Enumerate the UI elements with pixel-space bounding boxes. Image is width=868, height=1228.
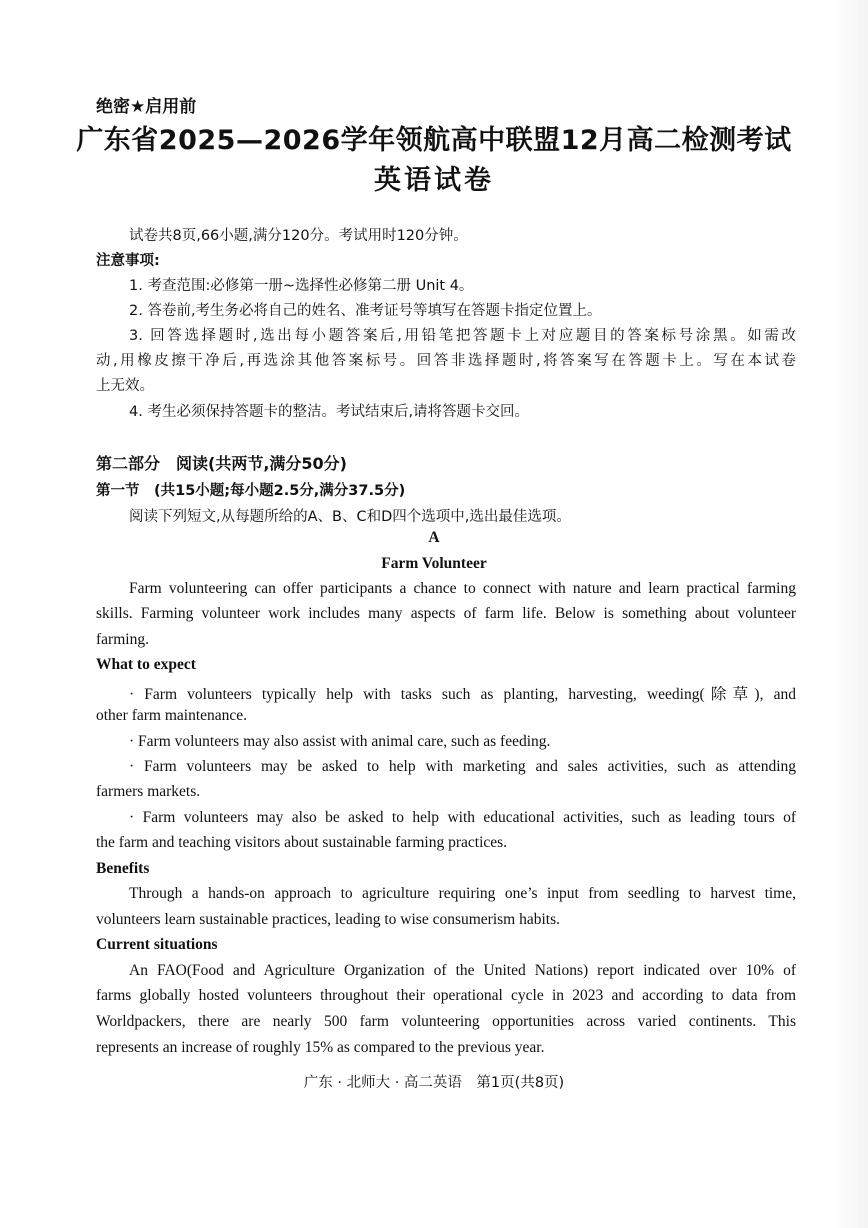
notice-heading: 注意事项: [96,253,160,269]
passage-line: volunteers learn sustainable practices, leading to wise consumerism habits. [96,911,561,928]
passage-line: Worldpackers, there are nearly 500 farm volunteering opportunities across varied continents. This [96,1013,796,1030]
current-heading: Current situations [96,936,218,953]
passage-line: other farm maintenance. [96,707,248,724]
notice-item: 3. 回答选择题时,选出每小题答案后,用铅笔把答题卡上对应题目的答案标号涂黑。如需改 [129,328,796,344]
expect-heading: What to expect [96,656,196,673]
exam-info: 试卷共8页,66小题,满分120分。考试用时120分钟。 [129,228,468,244]
passage-line: · Farm volunteers may also assist with animal care, such as feeding. [129,733,551,750]
confidential-mark: 绝密★启用前 [96,97,197,117]
notice-item: 1. 考查范围:必修第一册~选择性必修第二册 Unit 4。 [129,278,474,294]
passage-line: farmers markets. [96,783,201,800]
passage-line: An FAO(Food and Agriculture Organization of the United Nations) report indicated over 10% of [129,962,796,979]
notice-item: 上无效。 [96,378,154,394]
part-heading: 第二部分 阅读(共两节,满分50分) [96,454,347,473]
passage-letter: A [428,529,440,546]
passage-line: · Farm volunteers may be asked to help with marketing and sales activities, such as attending [129,758,796,775]
passage-line: · Farm volunteers may also be asked to help with educational activities, such as leading tours of [129,809,796,826]
passage-line: · Farm volunteers typically help with tasks such as planting, harvesting, weeding(除草), and [129,686,796,703]
passage-line: farming. [96,631,149,648]
passage-line: Farm volunteering can offer participants a chance to connect with nature and learn practical farming [129,580,796,597]
benefits-heading: Benefits [96,860,150,877]
passage-line: skills. Farming volunteer work includes many aspects of farm life. Below is something about volunteer [96,605,796,622]
page-footer: 广东 · 北师大 · 高二英语 第1页(共8页) [303,1075,565,1091]
passage-line: Through a hands-on approach to agriculture requiring one’s input from seedling to harvest time, [129,885,796,902]
passage-line: represents an increase of roughly 15% as compared to the previous year. [96,1039,545,1056]
reading-instruction: 阅读下列短文,从每题所给的A、B、C和D四个选项中,选出最佳选项。 [129,509,571,525]
passage-line: the farm and teaching visitors about sustainable farming practices. [96,834,508,851]
section-heading: 第一节 (共15小题;每小题2.5分,满分37.5分) [96,483,406,499]
passage-title: Farm Volunteer [381,555,487,572]
exam-title: 广东省2025—2026学年领航高中联盟12月高二检测考试 [76,125,792,156]
passage-line: farms globally hosted volunteers throughout their operational cycle in 2023 and according to data from [96,987,796,1004]
notice-item: 4. 考生必须保持答题卡的整洁。考试结束后,请将答题卡交回。 [129,404,530,420]
notice-item: 2. 答卷前,考生务必将自己的姓名、准考证号等填写在答题卡指定位置上。 [129,303,602,319]
exam-subtitle: 英语试卷 [374,165,494,196]
notice-item: 动,用橡皮擦干净后,再选涂其他答案标号。回答非选择题时,将答案写在答题卡上。写在本试卷 [96,353,796,369]
